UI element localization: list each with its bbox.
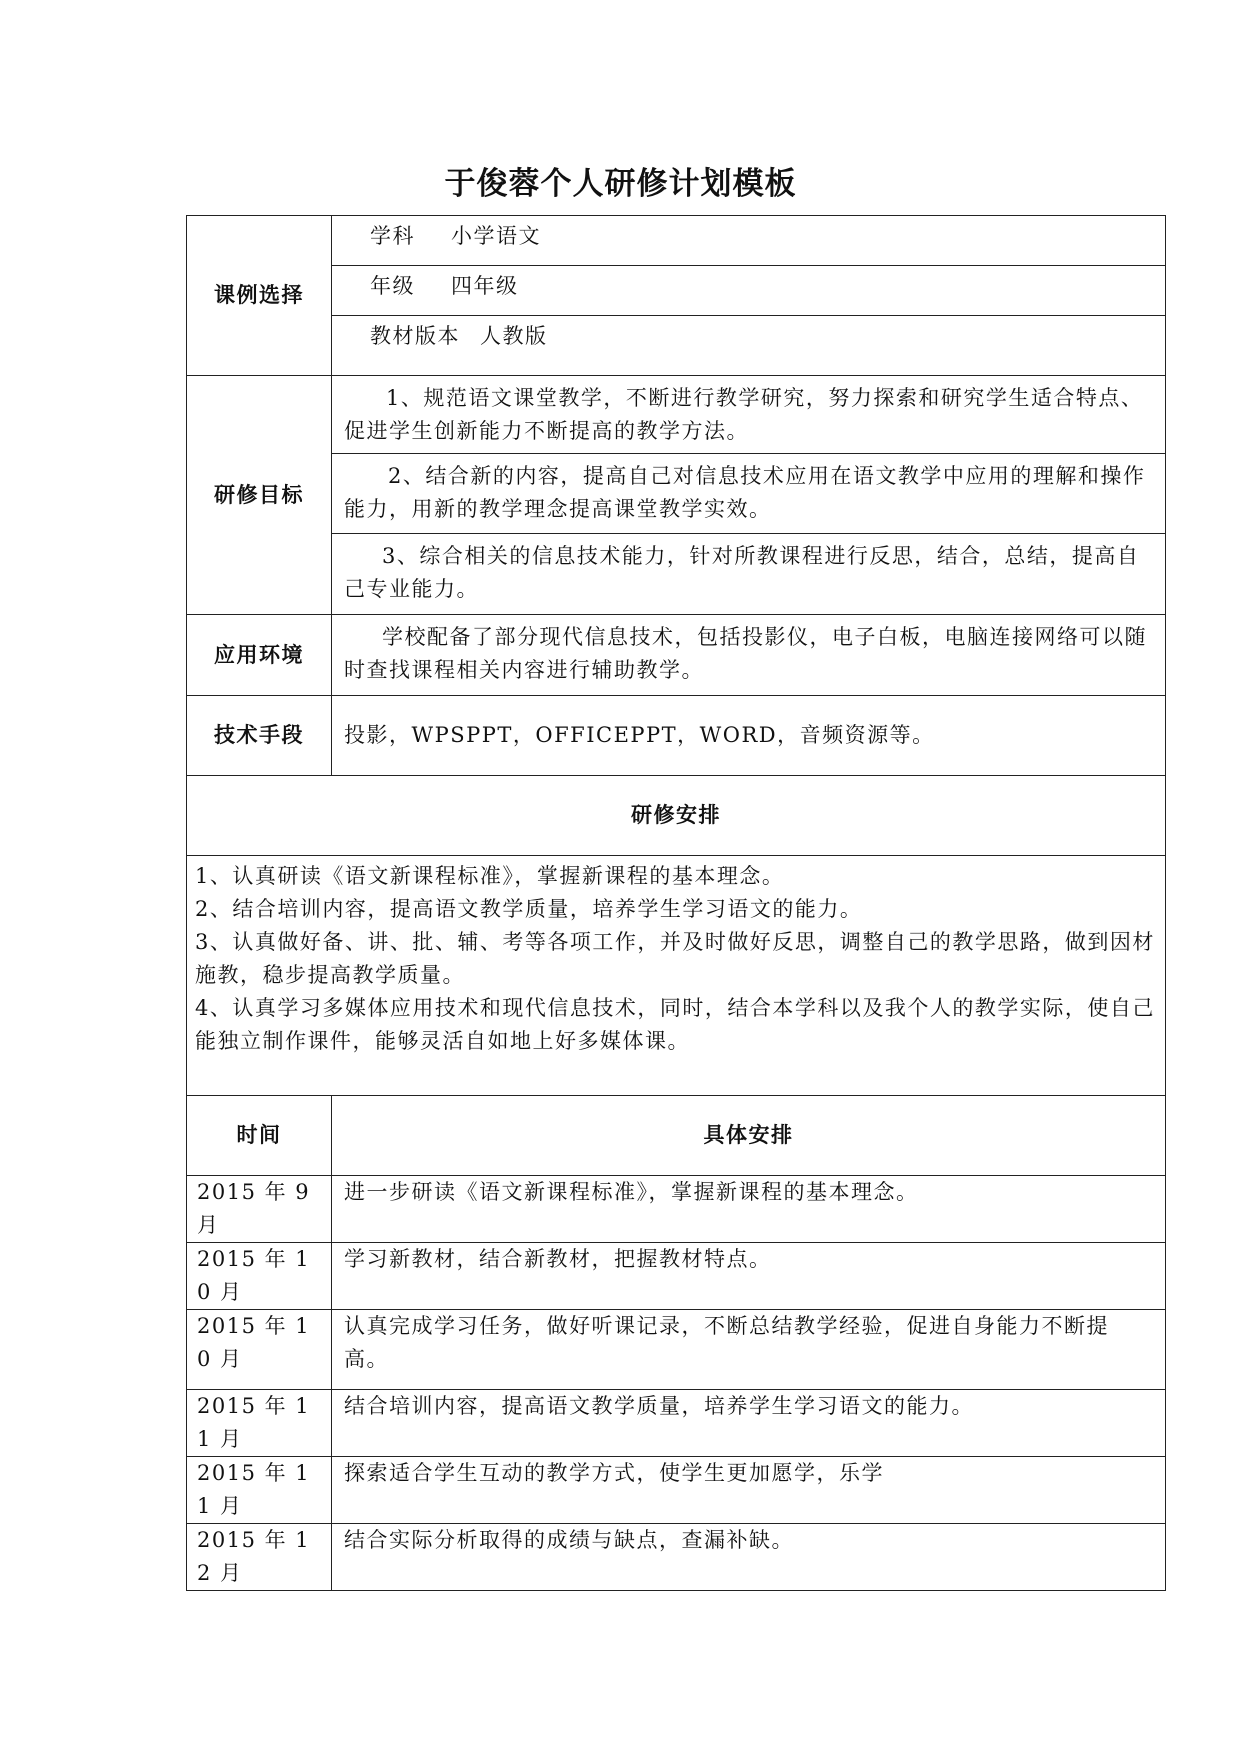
field-value: 人教版	[480, 324, 548, 348]
goal-row	[187, 376, 1166, 454]
plan-table	[186, 215, 1166, 1591]
tech-text: 投影，WPSPPT，OFFICEPPT，WORD，音频资源等。	[332, 696, 1166, 776]
arrangement-list-row	[187, 856, 1166, 1096]
course-row-subject	[187, 216, 1166, 266]
schedule-task: 探索适合学生互动的教学方式，使学生更加愿学，乐学	[332, 1457, 1166, 1524]
schedule-row	[187, 1310, 1166, 1390]
schedule-date: 2015 年 11 月	[187, 1457, 332, 1524]
schedule-task: 进一步研读《语文新课程标准》，掌握新课程的基本理念。	[332, 1176, 1166, 1243]
schedule-task: 认真完成学习任务，做好听课记录，不断总结教学经验，促进自身能力不断提高。	[332, 1310, 1166, 1390]
environment-text: 学校配备了部分现代信息技术，包括投影仪，电子白板，电脑连接网络可以随时查找课程相关内容进行辅助教学。	[332, 615, 1166, 696]
field-key: 学科	[370, 224, 415, 248]
tech-row	[187, 696, 1166, 776]
goal-item-1: 1、规范语文课堂教学，不断进行教学研究，努力探索和研究学生适合特点、促进学生创新能力不断提高的教学方法。	[332, 376, 1166, 454]
schedule-header-plan: 具体安排	[332, 1096, 1166, 1176]
schedule-header-time: 时间	[187, 1096, 332, 1176]
schedule-date: 2015 年 11 月	[187, 1390, 332, 1457]
schedule-task: 结合实际分析取得的成绩与缺点，查漏补缺。	[332, 1524, 1166, 1591]
schedule-row	[187, 1176, 1166, 1243]
schedule-date: 2015 年 9 月	[187, 1176, 332, 1243]
schedule-row	[187, 1390, 1166, 1457]
course-field-grade	[332, 266, 1166, 316]
field-key: 教材版本	[370, 324, 460, 348]
arrangement-item: 4、认真学习多媒体应用技术和现代信息技术，同时，结合本学科以及我个人的教学实际，使自己能独立制作课件，能够灵活自如地上好多媒体课。	[195, 996, 1155, 1053]
tech-label: 技术手段	[187, 696, 332, 776]
course-field-edition	[332, 316, 1166, 376]
goals-label: 研修目标	[187, 376, 332, 615]
schedule-task: 结合培训内容，提高语文教学质量，培养学生学习语文的能力。	[332, 1390, 1166, 1457]
schedule-row	[187, 1524, 1166, 1591]
goal-item-3: 3、综合相关的信息技术能力，针对所教课程进行反思，结合，总结，提高自己专业能力。	[332, 534, 1166, 615]
schedule-header-row	[187, 1096, 1166, 1176]
arrangement-item: 3、认真做好备、讲、批、辅、考等各项工作，并及时做好反思，调整自己的教学思路，做到因材施教，稳步提高教学质量。	[195, 930, 1155, 987]
goal-row	[187, 454, 1166, 534]
schedule-date: 2015 年 10 月	[187, 1243, 332, 1310]
field-value: 四年级	[451, 274, 519, 298]
document-title: 于俊蓉个人研修计划模板	[444, 166, 797, 202]
goal-item-2: 2、结合新的内容，提高自己对信息技术应用在语文教学中应用的理解和操作能力，用新的教学理念提高课堂教学实效。	[332, 454, 1166, 534]
course-row-grade	[187, 266, 1166, 316]
arrangement-item: 1、认真研读《语文新课程标准》，掌握新课程的基本理念。	[195, 864, 785, 888]
arrangement-item: 2、结合培训内容，提高语文教学质量，培养学生学习语文的能力。	[195, 897, 863, 921]
course-selection-label: 课例选择	[187, 216, 332, 376]
course-field-subject	[332, 216, 1166, 266]
arrangement-heading: 研修安排	[187, 776, 1166, 856]
schedule-date: 2015 年 10 月	[187, 1310, 332, 1390]
schedule-row	[187, 1243, 1166, 1310]
environment-label: 应用环境	[187, 615, 332, 696]
goal-row	[187, 534, 1166, 615]
arrangement-list	[187, 856, 1166, 1096]
schedule-row	[187, 1457, 1166, 1524]
schedule-date: 2015 年 12 月	[187, 1524, 332, 1591]
field-value: 小学语文	[451, 224, 541, 248]
field-key: 年级	[370, 274, 415, 298]
arrangement-heading-row	[187, 776, 1166, 856]
course-row-edition	[187, 316, 1166, 376]
environment-row	[187, 615, 1166, 696]
schedule-task: 学习新教材，结合新教材，把握教材特点。	[332, 1243, 1166, 1310]
